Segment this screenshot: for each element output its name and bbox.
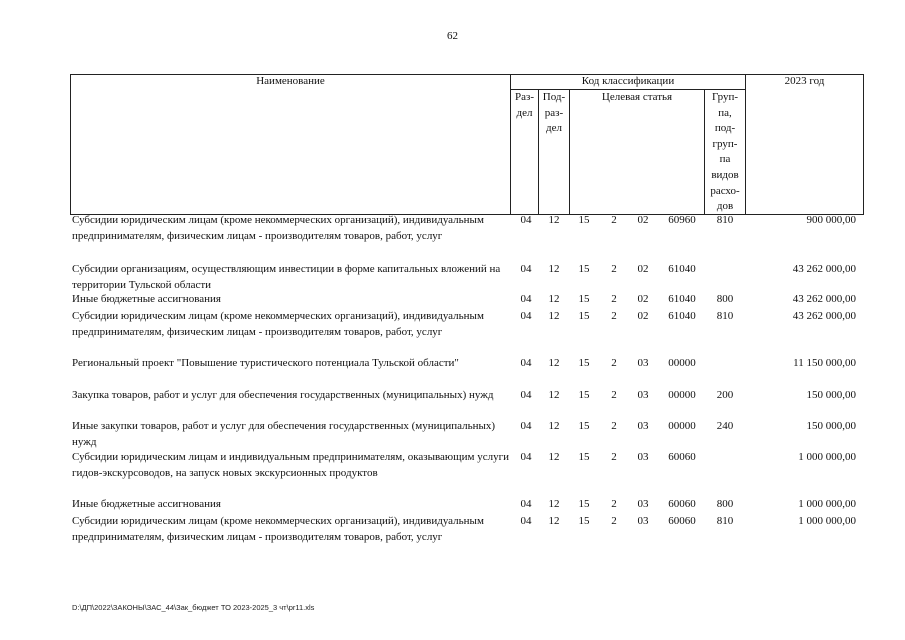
row-code-g: 240	[716, 420, 734, 432]
row-code-b: 2	[611, 310, 617, 322]
row-code-r: 04	[520, 214, 532, 226]
page-number: 62	[447, 30, 458, 42]
row-code-p: 12	[548, 389, 560, 401]
header-name: Наименование	[256, 75, 325, 87]
row-code-p: 12	[548, 357, 560, 369]
row-code-a: 15	[578, 451, 590, 463]
row-name: Иные бюджетные ассигнования	[72, 498, 221, 510]
row-code-a: 15	[578, 498, 590, 510]
row-code-b: 2	[611, 263, 617, 275]
row-code-r: 04	[520, 451, 532, 463]
row-code-c: 02	[637, 263, 649, 275]
row-code-b: 2	[611, 293, 617, 305]
row-code-b: 2	[611, 515, 617, 527]
row-code-r: 04	[520, 263, 532, 275]
row-code-r: 04	[520, 293, 532, 305]
row-name: Региональный проект "Повышение туристического потенциала Тульской области"	[72, 357, 459, 369]
row-code-r: 04	[520, 310, 532, 322]
row-code-d: 61040	[668, 263, 696, 275]
row-name: Закупка товаров, работ и услуг для обеспечения государственных (муниципальных) нужд	[72, 389, 494, 401]
header-year: 2023 год	[784, 75, 825, 87]
header-name-cell	[70, 74, 511, 215]
row-code-c: 03	[637, 498, 649, 510]
row-code-c: 03	[637, 389, 649, 401]
row-code-d: 00000	[668, 389, 696, 401]
row-code-g: 200	[716, 389, 734, 401]
row-code-p: 12	[548, 263, 560, 275]
row-amount: 1 000 000,00	[798, 515, 856, 527]
row-code-a: 15	[578, 263, 590, 275]
row-amount: 150 000,00	[806, 389, 856, 401]
row-code-a: 15	[578, 389, 590, 401]
row-code-b: 2	[611, 498, 617, 510]
row-code-c: 03	[637, 515, 649, 527]
row-code-d: 00000	[668, 420, 696, 432]
row-code-r: 04	[520, 357, 532, 369]
row-code-b: 2	[611, 451, 617, 463]
row-code-c: 03	[637, 420, 649, 432]
row-amount: 150 000,00	[806, 420, 856, 432]
row-code-a: 15	[578, 293, 590, 305]
row-code-b: 2	[611, 420, 617, 432]
row-code-c: 03	[637, 451, 649, 463]
row-name: Субсидии юридическим лицам (кроме некоммерческих организаций), индивидуальным предпринимателям, физическим лицам - производителям товаров, работ, услуг	[72, 214, 484, 242]
row-code-r: 04	[520, 498, 532, 510]
header-code-group: Код классификации	[581, 75, 675, 87]
row-code-g: 810	[716, 310, 734, 322]
row-code-c: 02	[637, 293, 649, 305]
row-name: Иные закупки товаров, работ и услуг для обеспечения государственных (муниципальных) нужд	[72, 420, 496, 448]
row-code-r: 04	[520, 389, 532, 401]
row-name: Субсидии организациям, осуществляющим инвестиции в форме капитальных вложений на территории Тульской области	[72, 263, 501, 291]
row-code-g: 800	[716, 293, 734, 305]
row-code-a: 15	[578, 310, 590, 322]
row-amount: 1 000 000,00	[798, 498, 856, 510]
row-code-b: 2	[611, 214, 617, 226]
row-code-d: 00000	[668, 357, 696, 369]
row-code-g: 800	[716, 498, 734, 510]
row-code-p: 12	[548, 420, 560, 432]
row-code-a: 15	[578, 357, 590, 369]
row-code-r: 04	[520, 515, 532, 527]
row-code-c: 03	[637, 357, 649, 369]
header-podrazdel: Под- раз- дел	[542, 91, 566, 134]
row-code-p: 12	[548, 293, 560, 305]
row-code-a: 15	[578, 515, 590, 527]
row-code-p: 12	[548, 515, 560, 527]
header-razdel: Раз- дел	[514, 91, 534, 119]
row-amount: 11 150 000,00	[793, 357, 856, 369]
row-code-c: 02	[637, 214, 649, 226]
row-code-p: 12	[548, 214, 560, 226]
header-group: Груп- па, под- груп- па видов расхо- дов	[710, 91, 740, 213]
header-target: Целевая статья	[601, 91, 673, 103]
row-code-b: 2	[611, 357, 617, 369]
row-code-g: 810	[716, 214, 734, 226]
row-amount: 900 000,00	[806, 214, 856, 226]
row-code-d: 60060	[668, 515, 696, 527]
row-code-b: 2	[611, 389, 617, 401]
row-code-p: 12	[548, 310, 560, 322]
row-name: Субсидии юридическим лицам (кроме некоммерческих организаций), индивидуальным предпринимателям, физическим лицам - производителям товаров, работ, услуг	[72, 515, 484, 543]
row-code-d: 61040	[668, 293, 696, 305]
row-name: Субсидии юридическим лицам и индивидуальным предпринимателям, оказывающим услуги гидов-экскурсоводов, на запуск новых экскурсионных продуктов	[72, 451, 509, 479]
row-code-c: 02	[637, 310, 649, 322]
row-code-p: 12	[548, 451, 560, 463]
row-amount: 1 000 000,00	[798, 451, 856, 463]
row-code-d: 61040	[668, 310, 696, 322]
row-name: Иные бюджетные ассигнования	[72, 293, 221, 305]
row-amount: 43 262 000,00	[792, 263, 856, 275]
footer-file-path: D:\ДП\2022\ЗАКОНЫ\ЗАС_44\Зак_бюджет ТО 2023-2025_3 чт\pr11.xls	[72, 603, 315, 612]
row-name: Субсидии юридическим лицам (кроме некоммерческих организаций), индивидуальным предпринимателям, физическим лицам - производителям товаров, работ, услуг	[72, 310, 484, 338]
row-amount: 43 262 000,00	[792, 310, 856, 322]
row-code-a: 15	[578, 420, 590, 432]
row-code-g: 810	[716, 515, 734, 527]
row-code-d: 60060	[668, 451, 696, 463]
row-code-a: 15	[578, 214, 590, 226]
row-code-r: 04	[520, 420, 532, 432]
row-code-d: 60060	[668, 498, 696, 510]
row-code-d: 60960	[668, 214, 696, 226]
row-amount: 43 262 000,00	[792, 293, 856, 305]
row-code-p: 12	[548, 498, 560, 510]
